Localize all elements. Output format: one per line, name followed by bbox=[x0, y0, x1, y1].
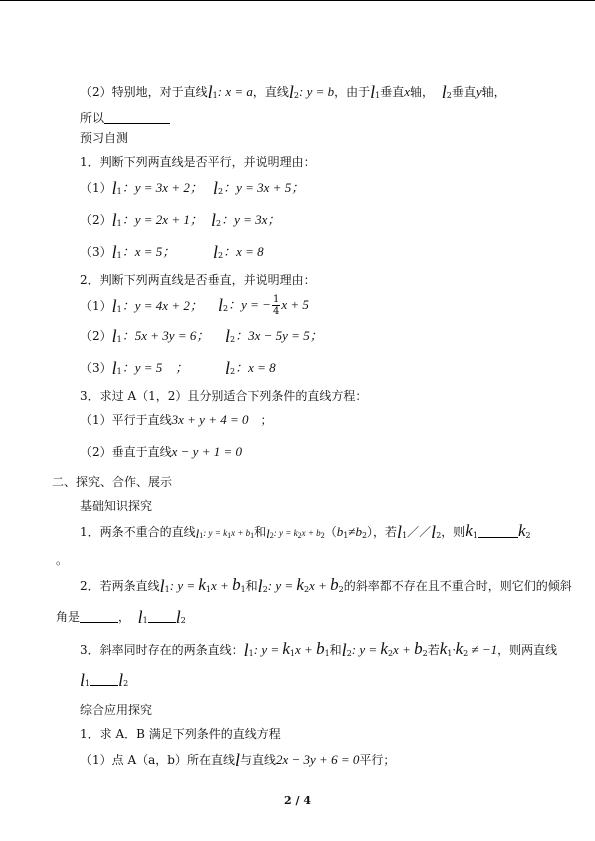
answer-blank[interactable] bbox=[478, 525, 518, 538]
application-question-1-1: （1）点 A（a，b）所在直线l与直线2x − 3y + 6 = 0平行； bbox=[80, 750, 396, 770]
question-2-1: $(1)l_1$：y = 4x + 2； bbox=[80, 296, 203, 316]
fraction bbox=[272, 294, 280, 317]
equation: ：y = 3x + 2； bbox=[121, 180, 203, 195]
basic-question-3: 3．斜率同时存在的两条直线：$l_1$: $y = k_1x + b_1$和$l_2$: $y = k_2x + b_2$若$k_1\cdot k_2 \ne -1$，则两直线 bbox=[80, 639, 558, 660]
question-1-3: $(3)l_1$：x = 5； bbox=[80, 242, 176, 262]
question-1: 1．判断下列两直线是否平行，并说明理由： bbox=[80, 155, 316, 169]
equation: ：y = 3x； bbox=[221, 212, 281, 227]
text: 和 bbox=[254, 525, 267, 539]
text: ），若 bbox=[367, 525, 398, 539]
text: 和 bbox=[245, 579, 258, 593]
question-1-1: $(1)l_1$：y = 3x + 2； bbox=[80, 178, 203, 198]
basic-question-2-cont: 角是 ， $l_1$ $l_2$ bbox=[56, 607, 186, 627]
text: ，直线 bbox=[252, 85, 289, 99]
text: 若 bbox=[427, 643, 440, 657]
text: 2．若两条直线 bbox=[80, 579, 160, 593]
question-3-1 bbox=[80, 412, 273, 428]
question-1-3-eq2: $l_2$：x = 8 bbox=[213, 242, 264, 262]
text: （1） bbox=[80, 181, 112, 195]
question-3: 3．求过 A（1，2）且分别适合下列条件的直线方程： bbox=[80, 389, 368, 403]
question-2-1-eq2: $l_2$：y = − $\frac{1}{4}$ x + 5 bbox=[218, 294, 309, 317]
text: （ bbox=[324, 525, 337, 539]
equation: ：y = 3x + 5； bbox=[223, 180, 305, 195]
answer-blank[interactable] bbox=[148, 610, 176, 623]
text: 和 bbox=[329, 643, 342, 657]
text: （1）平行于直线 bbox=[80, 413, 172, 427]
text: ，则 bbox=[441, 525, 466, 539]
text: 轴， bbox=[410, 85, 435, 99]
text: 所以 bbox=[80, 111, 105, 125]
text: 轴， bbox=[481, 85, 506, 99]
equation: ：y = 2x + 1； bbox=[121, 212, 203, 227]
question-2-3: $(3)l_1$：y = 5 ； bbox=[80, 358, 189, 378]
answer-blank[interactable] bbox=[90, 673, 118, 686]
heading-preview: 预习自测 bbox=[80, 131, 129, 145]
text: 平行； bbox=[359, 753, 396, 767]
answer-blank[interactable] bbox=[104, 111, 170, 124]
paragraph-special-case: （2）特别地，对于直线$l_1$: x = a，直线$l_2$: y = b，由于$l_1$垂直x轴， $l_2$垂直y轴， bbox=[80, 82, 506, 102]
equation: ：x = 8 bbox=[223, 244, 264, 259]
equation: ：x = 5； bbox=[121, 244, 176, 259]
text: ／／ bbox=[407, 525, 432, 539]
text: 角是 bbox=[56, 610, 81, 624]
equation: 3x + y + 4 = 0 bbox=[171, 412, 249, 427]
page-number: 2 / 4 bbox=[284, 794, 311, 807]
question-3-2 bbox=[80, 444, 242, 460]
equation: 2x − 3y + 6 = 0 bbox=[275, 752, 360, 767]
question-2-2: $(2)l_1$：5x + 3y = 6； bbox=[80, 326, 210, 346]
equation: ：3x − 5y = 5； bbox=[235, 328, 323, 343]
question-1-2: $(2)l_1$：y = 2x + 1； bbox=[80, 210, 203, 230]
equation: ：y = − bbox=[228, 297, 271, 312]
basic-question-2: 2．若两条直线$l_1$: $y = k_1x + b_1$和$l_2$: $y = k_2x + b_2$的斜率都不存在且不重合时，则它们的倾斜 bbox=[80, 575, 572, 596]
text: （3） bbox=[80, 361, 112, 375]
basic-question-1: 1．两条不重合的直线$l_1$: $y = k_1x + b_1$和$l_2$: $y = k_2x + b_2(b_1\ne b_2)$，若$l_1//l_2$，则$k_1$ $k_2$ bbox=[80, 521, 531, 542]
heading-application: 综合应用探究 bbox=[80, 703, 153, 717]
equation: x + 5 bbox=[281, 297, 309, 312]
basic-question-3-cont: $l_1$ $l_2$ bbox=[80, 670, 129, 690]
equation: ：y = 5 ； bbox=[121, 360, 189, 375]
text: （2） bbox=[80, 213, 112, 227]
equation: x − y + 1 = 0 bbox=[171, 444, 242, 459]
text: 垂直 bbox=[380, 85, 405, 99]
equation: ：y = 4x + 2； bbox=[121, 298, 203, 313]
text: （3） bbox=[80, 245, 112, 259]
text: （2）垂直于直线 bbox=[80, 445, 172, 459]
question-1-2-eq2: $l_2$：y = 3x； bbox=[211, 210, 281, 230]
text: ，由于 bbox=[334, 85, 371, 99]
text: 1．两条不重合的直线 bbox=[80, 525, 196, 539]
denominator: 4 bbox=[272, 306, 280, 317]
equation: ：5x + 3y = 6； bbox=[121, 328, 210, 343]
question-2-2-eq2: $l_2$：3x − 5y = 5； bbox=[225, 326, 323, 346]
question-2-3-eq2: $l_2$：x = 8 bbox=[225, 358, 276, 378]
paragraph-therefore bbox=[80, 110, 170, 126]
application-question-1: 1．求 A．B 满足下列条件的直线方程 bbox=[80, 727, 281, 741]
text: （2） bbox=[80, 329, 112, 343]
text: 的斜率都不存在且不重合时，则它们的倾斜 bbox=[343, 579, 572, 593]
page-top-border bbox=[0, 0, 595, 1]
text: 3．斜率同时存在的两条直线： bbox=[80, 643, 244, 657]
text: （1） bbox=[80, 299, 112, 313]
text: （2）特别地，对于直线 bbox=[80, 85, 208, 99]
numerator: 1 bbox=[272, 294, 280, 305]
question-2: 2．判断下列两直线是否垂直，并说明理由： bbox=[80, 273, 316, 287]
text: ； bbox=[248, 413, 273, 427]
text: ，则两直线 bbox=[497, 643, 558, 657]
text: 与直线 bbox=[239, 753, 276, 767]
text: （1）点 A（a，b）所在直线 bbox=[80, 753, 235, 767]
answer-blank[interactable] bbox=[80, 610, 118, 623]
equation: ：x = 8 bbox=[235, 360, 276, 375]
heading-basic-knowledge: 基础知识探究 bbox=[80, 499, 153, 513]
section-2-heading: 二、探究、合作、展示 bbox=[52, 475, 173, 489]
full-stop: 。 bbox=[56, 553, 69, 567]
text: 垂直 bbox=[451, 85, 476, 99]
question-1-1-eq2: $l_2$：y = 3x + 5； bbox=[213, 178, 305, 198]
